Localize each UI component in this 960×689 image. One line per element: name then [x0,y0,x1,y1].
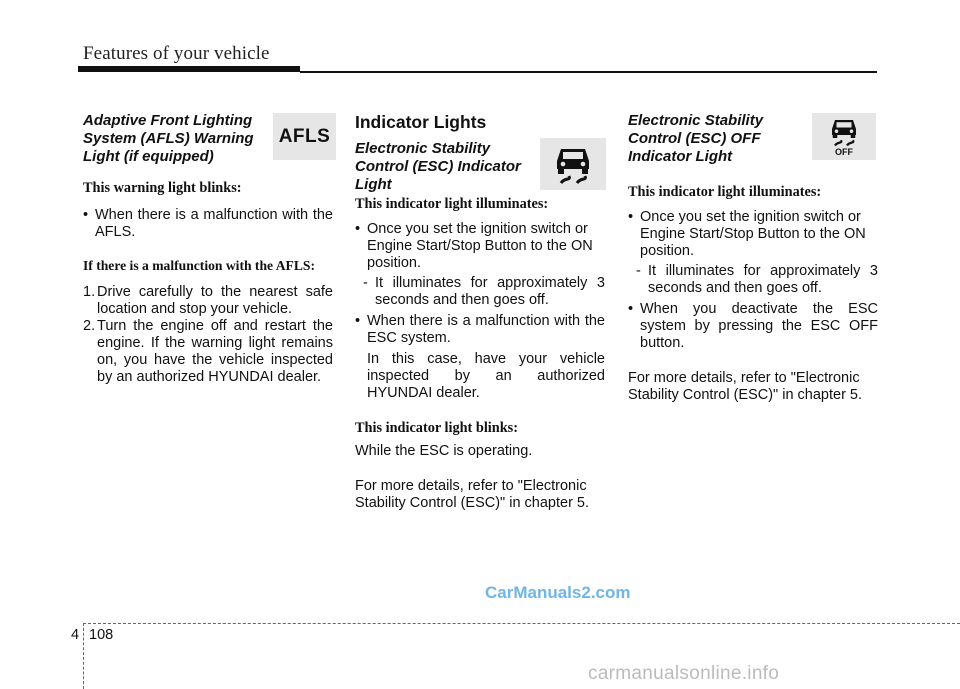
footer-divider [83,623,84,689]
esc-off-title-line: Indicator Light [628,148,733,165]
indicator-lights-heading: Indicator Lights [355,112,487,132]
dash-text: It illuminates for approximately 3 seconds and then goes off. [375,275,605,308]
bullet-text: Once you set the ignition switch or Engine Start/Stop Button to the ON position. [367,221,593,271]
esc-car-skid-icon [553,143,593,185]
esc-off-indicator-icon [812,113,876,160]
bullet-dot: • [628,209,634,225]
afls-title-line: Light (if equipped) [83,148,214,165]
bullet-text: When there is a malfunction with the ESC system. [367,313,605,346]
esc-blinks-heading: This indicator light blinks: [355,420,519,436]
watermark-carmanualsonline[interactable]: carmanualsonline.info [588,663,780,684]
watermark-carmanuals2[interactable]: CarManuals2.com [485,583,631,602]
afls-step-2 [83,318,333,386]
esc-bullet-2-note: In this case, have your vehicle inspected by an authorized HYUNDAI dealer. [367,351,605,401]
esc-indicator-icon [540,138,606,190]
esc-blinks-text: While the ESC is operating. [355,443,533,459]
dash-mark: - [363,275,368,291]
page-header-title: Features of your vehicle [83,43,270,64]
header-bar [78,66,300,72]
step-text: Turn the engine off and restart the engine. If the warning light remains on, you have the vehicle inspected by an authorized HYUNDAI dealer. [97,318,333,385]
bullet-text: Once you set the ignition switch or Engine Start/Stop Button to the ON position. [640,209,866,259]
esc-bullet-1 [355,221,605,272]
esc-title-line: Light [355,176,392,193]
esc-off-icon-label: OFF [835,146,853,157]
esc-dash-1 [355,275,605,309]
dash-mark: - [636,263,641,279]
esc-more-details: For more details, refer to "Electronic Stability Control (ESC)" in chapter 5. [355,478,590,511]
esc-off-title-line: Control (ESC) OFF [628,130,761,147]
step-number: 2. [83,318,96,334]
bullet-dot: • [355,221,361,237]
page-number: 108 [89,627,114,643]
afls-step-1 [83,284,333,318]
esc-illuminates-heading: This indicator light illuminates: [355,196,549,212]
esc-off-car-icon [829,117,859,147]
bullet-dot: • [355,313,361,329]
esc-bullet-2 [355,313,605,347]
esc-off-bullet-2 [628,301,878,352]
afls-title-line: System (AFLS) Warning [83,130,254,147]
bullet-dot: • [83,207,89,223]
afls-icon-label: AFLS [278,125,331,147]
dash-text: It illuminates for approximately 3 seconds and then goes off. [648,263,878,296]
bullet-text: When there is a malfunction with the AFLS. [95,207,333,240]
esc-title-line: Control (ESC) Indicator [355,158,521,175]
step-text: Drive carefully to the nearest safe location and stop your vehicle. [97,284,333,317]
bullet-text: When you deactivate the ESC system by pressing the ESC OFF button. [640,301,878,351]
chapter-number: 4 [71,627,80,643]
esc-off-more-details: For more details, refer to "Electronic Stability Control (ESC)" in chapter 5. [628,370,863,403]
afls-blinks-bullet [83,207,333,241]
afls-warning-icon [273,113,336,160]
bullet-dot: • [628,301,634,317]
footer-rule [83,623,960,624]
esc-title-line: Electronic Stability [355,140,491,157]
step-number: 1. [83,284,96,300]
afls-blinks-heading: This warning light blinks: [83,180,242,196]
afls-title-line: Adaptive Front Lighting [83,112,253,129]
esc-off-bullet-1 [628,209,878,260]
esc-off-title-line: Electronic Stability [628,112,764,129]
esc-off-dash-1 [628,263,878,297]
afls-malfunction-heading: If there is a malfunction with the AFLS: [83,258,315,273]
header-rule [300,71,877,73]
esc-off-illuminates-heading: This indicator light illuminates: [628,184,822,200]
